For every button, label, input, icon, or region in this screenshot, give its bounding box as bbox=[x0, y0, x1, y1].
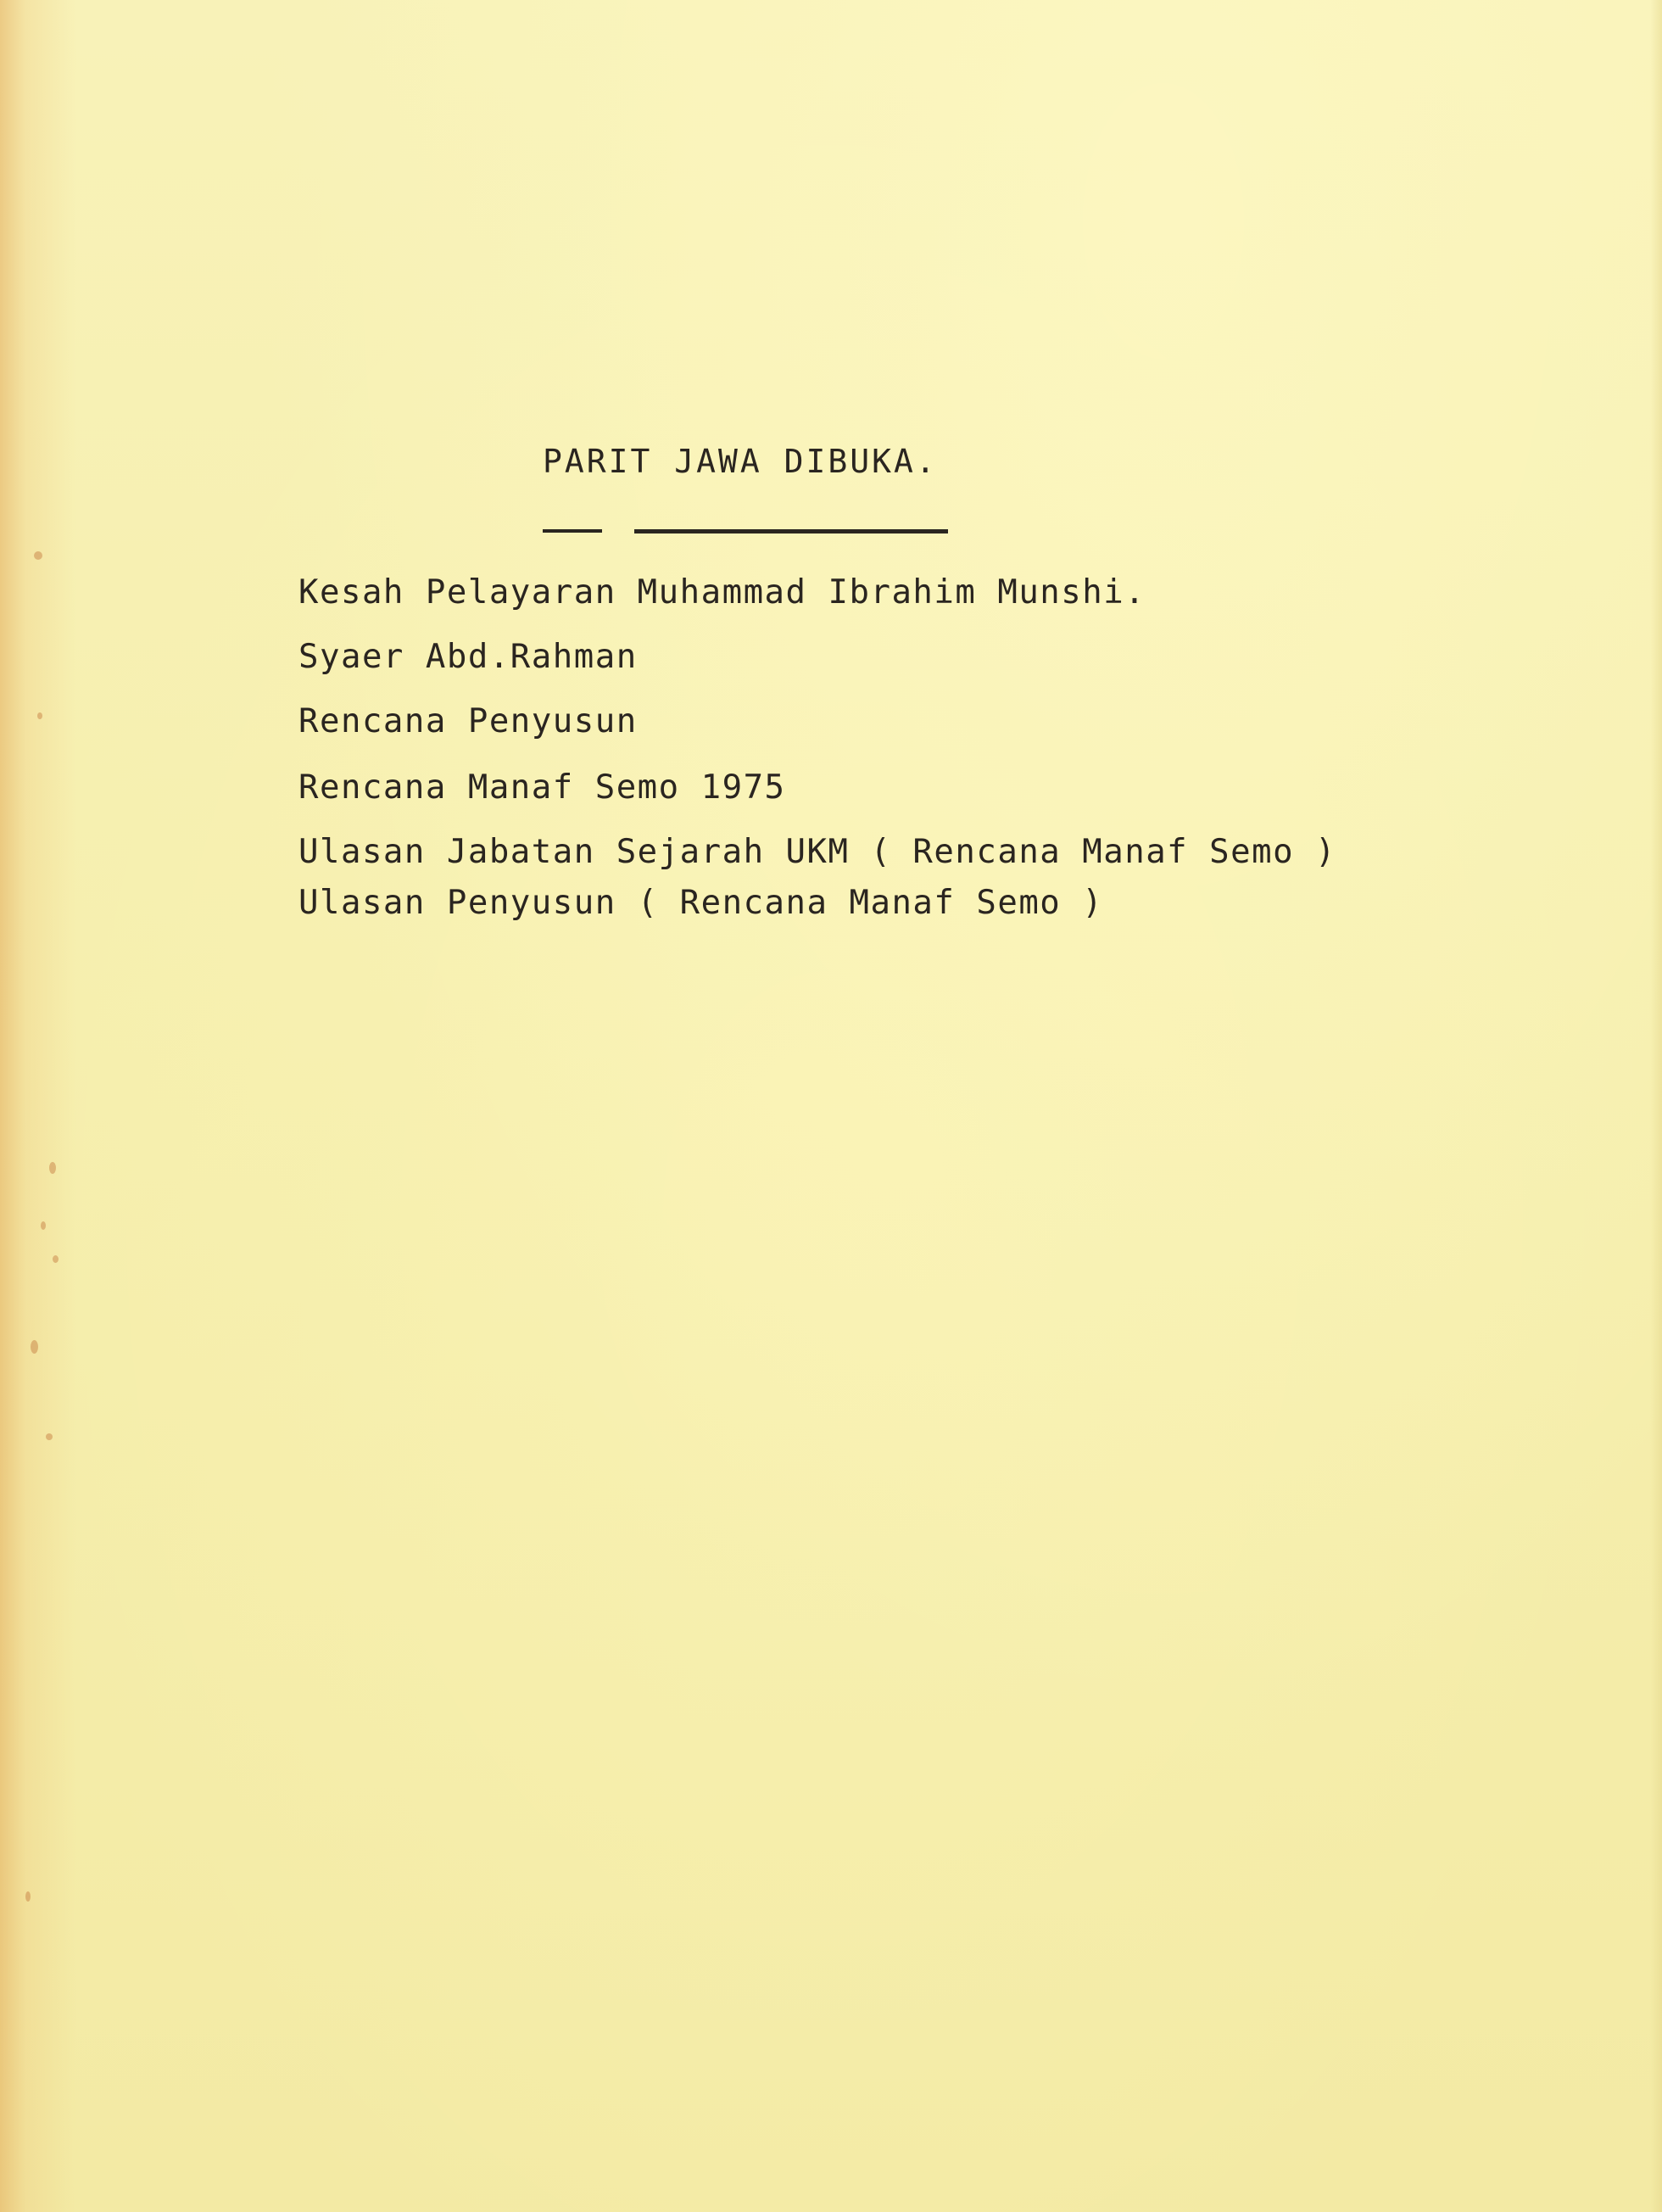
item-text: Rencana Manaf Semo 1975 bbox=[298, 768, 786, 807]
age-spot bbox=[53, 1255, 59, 1263]
age-spot bbox=[41, 1221, 46, 1230]
title-underline-short bbox=[543, 529, 602, 533]
item-text: Ulasan Penyusun ( Rencana Manaf Semo ) bbox=[298, 884, 1104, 922]
page-edge bbox=[1650, 0, 1662, 2212]
age-spot bbox=[49, 1162, 56, 1174]
age-spot bbox=[37, 712, 42, 719]
age-spot bbox=[34, 551, 42, 560]
age-spot bbox=[25, 1891, 31, 1902]
age-spot bbox=[46, 1433, 53, 1440]
page-title: PARIT JAWA DIBUKA. bbox=[543, 443, 938, 480]
item-text: Rencana Penyusun bbox=[298, 702, 638, 740]
item-text: Syaer Abd.Rahman bbox=[298, 638, 638, 676]
age-spot bbox=[31, 1340, 38, 1354]
item-text: Ulasan Jabatan Sejarah UKM ( Rencana Manaf Semo ) bbox=[298, 833, 1337, 871]
title-underline bbox=[634, 529, 948, 533]
item-text: Kesah Pelayaran Muhammad Ibrahim Munshi. bbox=[298, 573, 1146, 612]
